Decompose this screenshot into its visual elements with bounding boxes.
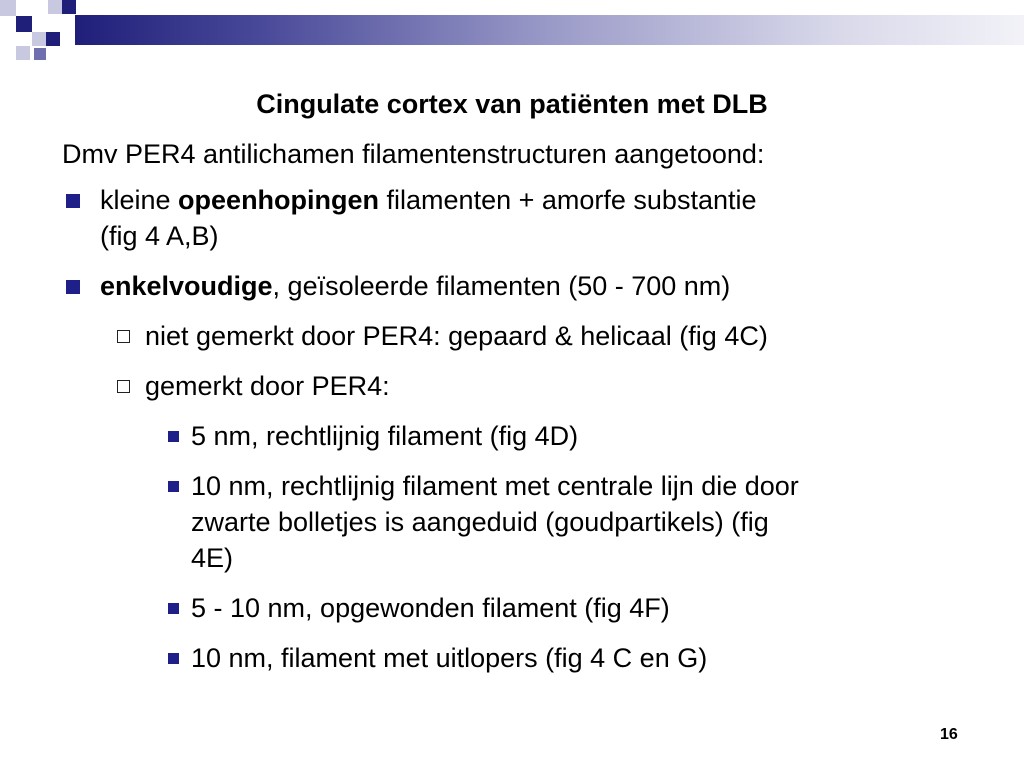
subsub-item2-line1: 10 nm, rechtlijnig filament met centrale lijn die door xyxy=(191,471,799,501)
subsub-item2-line2: zwarte bolletjes is aangeduid (goudpartikels) (fig xyxy=(191,507,769,537)
decor-square xyxy=(16,16,32,32)
subsub-item1: 5 nm, rechtlijnig filament (fig 4D) xyxy=(191,421,579,451)
sub2-text: gemerkt door PER4: xyxy=(145,371,390,401)
bullet1-bold: opeenhopingen xyxy=(178,185,380,215)
bullet1-prefix: kleine xyxy=(100,185,179,215)
bullet2-suffix: , geïsoleerde filamenten (50 - 700 nm) xyxy=(272,271,731,301)
bullet-square-icon xyxy=(168,481,179,492)
list-item xyxy=(62,368,982,404)
bullet-square-icon xyxy=(66,194,80,208)
slide-body xyxy=(62,136,982,690)
decor-square xyxy=(32,32,46,46)
sub1-text: niet gemerkt door PER4: gepaard & helicaal (fig 4C) xyxy=(145,321,768,351)
bullet2-bold: enkelvoudige xyxy=(100,271,273,301)
header-decoration xyxy=(0,0,1024,70)
hollow-square-icon xyxy=(117,380,130,393)
list-item xyxy=(62,640,982,676)
bullet-square-icon xyxy=(168,603,179,614)
bullet-square-icon xyxy=(168,653,179,664)
decor-square xyxy=(34,48,46,60)
hollow-square-icon xyxy=(117,330,130,343)
bullet1-line2: (fig 4 A,B) xyxy=(100,221,219,251)
decor-square xyxy=(48,0,62,14)
decor-square xyxy=(0,0,16,16)
decor-square xyxy=(46,32,60,46)
decor-square xyxy=(16,46,30,60)
list-item xyxy=(62,468,982,576)
header-gradient-bar xyxy=(75,15,1024,45)
subsub-item3: 5 - 10 nm, opgewonden filament (fig 4F) xyxy=(191,593,670,623)
intro-text: Dmv PER4 antilichamen filamentenstructuren aangetoond: xyxy=(62,139,765,169)
list-item xyxy=(62,318,982,354)
list-item xyxy=(62,182,982,254)
page-number: 16 xyxy=(940,726,958,743)
list-item xyxy=(62,590,982,626)
subsub-item4: 10 nm, filament met uitlopers (fig 4 C en G) xyxy=(191,643,708,673)
bullet-square-icon xyxy=(168,431,179,442)
slide-title: Cingulate cortex van patiënten met DLB xyxy=(256,89,768,119)
list-item xyxy=(62,418,982,454)
bullet-square-icon xyxy=(66,280,80,294)
list-item xyxy=(62,268,982,304)
subsub-item2-line3: 4E) xyxy=(191,543,234,573)
bullet1-suffix: filamenten + amorfe substantie xyxy=(379,185,757,215)
decor-square xyxy=(62,0,76,14)
